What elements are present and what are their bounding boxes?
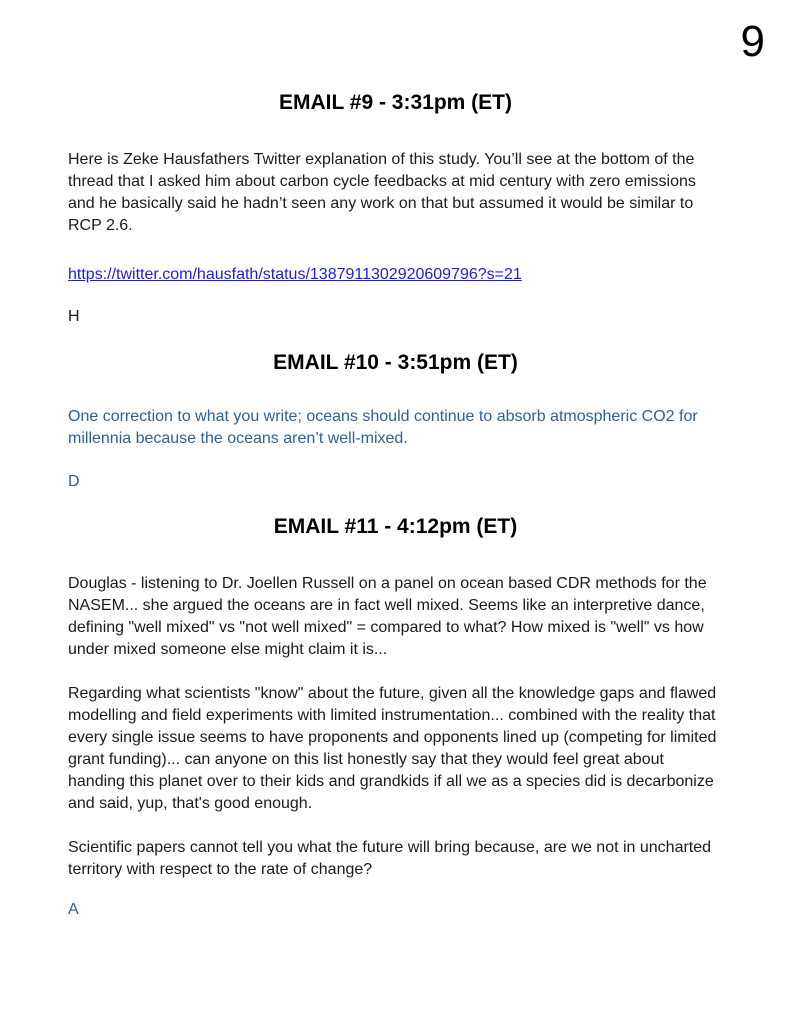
email-11-paragraph-1: Douglas - listening to Dr. Joellen Russell on a panel on ocean based CDR methods for the NASEM... she argued the oceans are in fact well mixed. Seems like an interpretive dance, defining "well mixed" vs "not well mixed" = compared to what? How mixed is "well" vs how under mixed someone else might claim it is... <box>68 575 707 658</box>
email-9-link-line <box>68 264 723 286</box>
email-11-heading: EMAIL #11 - 4:12pm (ET) <box>273 515 518 538</box>
email-11-paragraph-2: Regarding what scientists "know" about the future, given all the knowledge gaps and flawed modelling and field experiments with limited instrumentation... combined with the reality that every single issue seems to have proponents and opponents lined up (competing for limited grant funding)... can anyone on this list honestly say that they would feel great about handing this planet over to their kids and grandkids if all we as a species did is decarbonize and said, yup, that's good enough. <box>68 685 717 812</box>
email-10-body: One correction to what you write; oceans should continue to absorb atmospheric CO2 for millennia because the oceans aren’t well-mixed. <box>68 408 698 447</box>
email-9-signature: H <box>68 308 80 325</box>
twitter-link[interactable]: https://twitter.com/hausfath/status/1387911302920609796?s=21 <box>68 266 522 283</box>
email-10-heading: EMAIL #10 - 3:51pm (ET) <box>273 351 518 374</box>
email-11-signature: A <box>68 901 79 918</box>
email-10-signature: D <box>68 473 80 490</box>
page-number: 9 <box>740 17 765 66</box>
email-11-paragraph-3: Scientific papers cannot tell you what the future will bring because, are we not in uncharted territory with respect to the rate of change? <box>68 839 712 878</box>
email-9-heading: EMAIL #9 - 3:31pm (ET) <box>279 91 512 114</box>
email-9-body: Here is Zeke Hausfathers Twitter explanation of this study. You’ll see at the bottom of the thread that I asked him about carbon cycle feedbacks at mid century with zero emissions and he basically said he hadn’t seen any work on that but assumed it would be similar to RCP 2.6. <box>68 151 696 234</box>
